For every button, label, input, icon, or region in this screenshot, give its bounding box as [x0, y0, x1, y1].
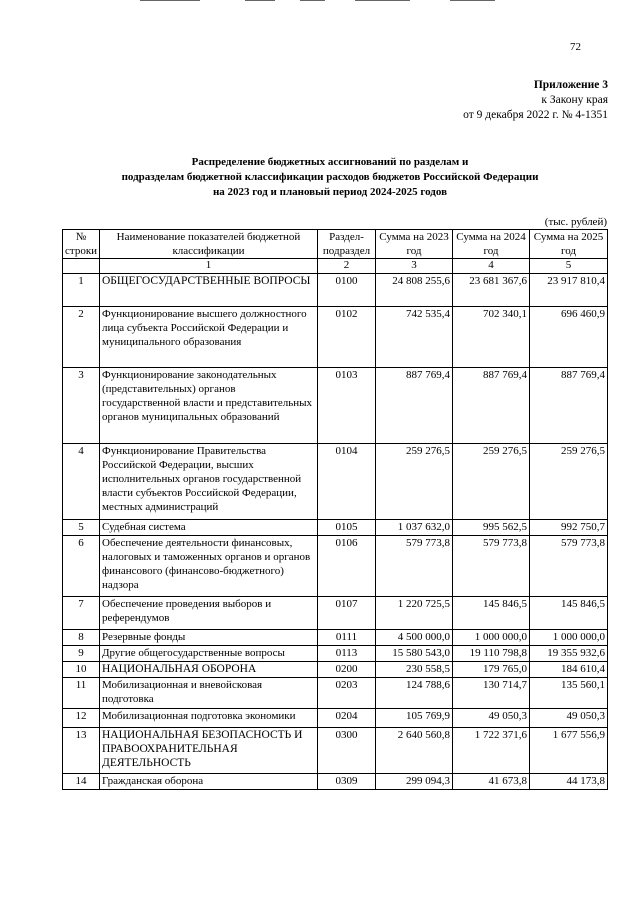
- table-header-row: [63, 230, 608, 259]
- header-sum-2023: Сумма на 2023 год: [376, 230, 453, 259]
- row-sum-2025: 1 000 000,0: [530, 630, 608, 646]
- row-sum-2025: 44 173,8: [530, 774, 608, 790]
- heading-line-2: подразделам бюджетной классификации расходов бюджетов Российской Федерации: [121, 171, 539, 183]
- row-number: 13: [63, 728, 100, 774]
- row-sum-2024: 259 276,5: [453, 444, 530, 520]
- row-number: 14: [63, 774, 100, 790]
- header-num: № строки: [63, 230, 100, 259]
- row-sum-2025: 259 276,5: [530, 444, 608, 520]
- appendix-block: [463, 78, 608, 123]
- row-code: 0104: [318, 444, 376, 520]
- row-sum-2023: 579 773,8: [376, 536, 453, 597]
- row-sum-2024: 1 000 000,0: [453, 630, 530, 646]
- table-row: [63, 597, 608, 630]
- header-sum-2024: Сумма на 2024 год: [453, 230, 530, 259]
- row-code: 0300: [318, 728, 376, 774]
- row-name: Функционирование высшего должностного лица субъекта Российской Федерации и муниципального образования: [100, 307, 318, 368]
- row-code: 0200: [318, 662, 376, 678]
- document-heading: [90, 155, 570, 200]
- row-name: Функционирование Правительства Российской Федерации, высших исполнительных органов государственной власти субъектов Российской Федерации, местных администраций: [100, 444, 318, 520]
- appendix-law-ref: к Закону края: [541, 94, 608, 106]
- row-name: НАЦИОНАЛЬНАЯ БЕЗОПАСНОСТЬ И ПРАВООХРАНИТЕЛЬНАЯ ДЕЯТЕЛЬНОСТЬ: [100, 728, 318, 774]
- row-code: 0107: [318, 597, 376, 630]
- row-number: 5: [63, 520, 100, 536]
- row-sum-2025: 696 460,9: [530, 307, 608, 368]
- row-code: 0106: [318, 536, 376, 597]
- row-name: ОБЩЕГОСУДАРСТВЕННЫЕ ВОПРОСЫ: [100, 274, 318, 307]
- budget-table: [62, 229, 608, 790]
- row-name: Мобилизационная подготовка экономики: [100, 709, 318, 728]
- heading-line-3: на 2023 год и плановый период 2024-2025 годов: [212, 186, 448, 198]
- scan-artifact-marks: [140, 0, 500, 3]
- row-sum-2025: 135 560,1: [530, 678, 608, 709]
- row-sum-2024: 145 846,5: [453, 597, 530, 630]
- row-number: 2: [63, 307, 100, 368]
- row-name: Обеспечение проведения выборов и референдумов: [100, 597, 318, 630]
- column-number-row: [63, 259, 608, 274]
- row-sum-2023: 1 220 725,5: [376, 597, 453, 630]
- row-sum-2023: 15 580 543,0: [376, 646, 453, 662]
- row-number: 4: [63, 444, 100, 520]
- row-sum-2025: 887 769,4: [530, 368, 608, 444]
- row-sum-2024: 19 110 798,8: [453, 646, 530, 662]
- table-row: [63, 774, 608, 790]
- row-code: 0113: [318, 646, 376, 662]
- row-sum-2025: 23 917 810,4: [530, 274, 608, 307]
- row-sum-2025: 579 773,8: [530, 536, 608, 597]
- row-name: Функционирование законодательных (представительных) органов государственной власти и представительных органов муниципальных образований: [100, 368, 318, 444]
- row-sum-2025: 992 750,7: [530, 520, 608, 536]
- table-row: [63, 728, 608, 774]
- row-number: 9: [63, 646, 100, 662]
- table-row: [63, 678, 608, 709]
- column-number: 1: [100, 259, 318, 274]
- row-number: 10: [63, 662, 100, 678]
- row-name: Другие общегосударственные вопросы: [100, 646, 318, 662]
- row-sum-2023: 230 558,5: [376, 662, 453, 678]
- row-sum-2024: 995 562,5: [453, 520, 530, 536]
- row-sum-2023: 299 094,3: [376, 774, 453, 790]
- column-number: 5: [530, 259, 608, 274]
- row-number: 11: [63, 678, 100, 709]
- heading-line-1: Распределение бюджетных ассигнований по разделам и: [191, 156, 469, 168]
- row-sum-2023: 742 535,4: [376, 307, 453, 368]
- row-sum-2025: 1 677 556,9: [530, 728, 608, 774]
- row-sum-2024: 130 714,7: [453, 678, 530, 709]
- row-sum-2023: 24 808 255,6: [376, 274, 453, 307]
- row-sum-2023: 4 500 000,0: [376, 630, 453, 646]
- row-name: Судебная система: [100, 520, 318, 536]
- table-row: [63, 307, 608, 368]
- appendix-law-date: от 9 декабря 2022 г. № 4-1351: [463, 109, 608, 121]
- row-code: 0100: [318, 274, 376, 307]
- row-name: Гражданская оборона: [100, 774, 318, 790]
- page-number: 72: [570, 41, 581, 53]
- row-code: 0309: [318, 774, 376, 790]
- row-sum-2023: 887 769,4: [376, 368, 453, 444]
- table-row: [63, 662, 608, 678]
- row-sum-2023: 1 037 632,0: [376, 520, 453, 536]
- row-code: 0103: [318, 368, 376, 444]
- header-code: Раздел-подраздел: [318, 230, 376, 259]
- row-sum-2023: 2 640 560,8: [376, 728, 453, 774]
- row-sum-2025: 145 846,5: [530, 597, 608, 630]
- row-number: 7: [63, 597, 100, 630]
- row-sum-2024: 887 769,4: [453, 368, 530, 444]
- header-name: Наименование показателей бюджетной классификации: [100, 230, 318, 259]
- row-sum-2024: 579 773,8: [453, 536, 530, 597]
- row-name: Обеспечение деятельности финансовых, налоговых и таможенных органов и органов финансового (финансово-бюджетного) надзора: [100, 536, 318, 597]
- row-number: 8: [63, 630, 100, 646]
- appendix-title: Приложение 3: [533, 79, 608, 91]
- column-number: 3: [376, 259, 453, 274]
- row-code: 0203: [318, 678, 376, 709]
- row-number: 1: [63, 274, 100, 307]
- row-sum-2023: 259 276,5: [376, 444, 453, 520]
- row-sum-2024: 41 673,8: [453, 774, 530, 790]
- table-row: [63, 274, 608, 307]
- row-name: Резервные фонды: [100, 630, 318, 646]
- table-row: [63, 520, 608, 536]
- table-row: [63, 368, 608, 444]
- table-row: [63, 444, 608, 520]
- column-number-empty: [63, 259, 100, 274]
- row-number: 3: [63, 368, 100, 444]
- row-sum-2025: 49 050,3: [530, 709, 608, 728]
- row-code: 0111: [318, 630, 376, 646]
- table-row: [63, 536, 608, 597]
- row-number: 6: [63, 536, 100, 597]
- row-code: 0102: [318, 307, 376, 368]
- row-sum-2023: 105 769,9: [376, 709, 453, 728]
- row-sum-2025: 19 355 932,6: [530, 646, 608, 662]
- column-number: 4: [453, 259, 530, 274]
- row-sum-2025: 184 610,4: [530, 662, 608, 678]
- row-sum-2024: 49 050,3: [453, 709, 530, 728]
- table-row: [63, 646, 608, 662]
- row-code: 0204: [318, 709, 376, 728]
- row-number: 12: [63, 709, 100, 728]
- table-row: [63, 709, 608, 728]
- row-sum-2024: 702 340,1: [453, 307, 530, 368]
- row-code: 0105: [318, 520, 376, 536]
- column-number: 2: [318, 259, 376, 274]
- row-sum-2023: 124 788,6: [376, 678, 453, 709]
- row-name: НАЦИОНАЛЬНАЯ ОБОРОНА: [100, 662, 318, 678]
- row-sum-2024: 23 681 367,6: [453, 274, 530, 307]
- header-sum-2025: Сумма на 2025 год: [530, 230, 608, 259]
- table-row: [63, 630, 608, 646]
- units-label: (тыс. рублей): [544, 216, 607, 228]
- row-name: Мобилизационная и вневойсковая подготовка: [100, 678, 318, 709]
- row-sum-2024: 179 765,0: [453, 662, 530, 678]
- row-sum-2024: 1 722 371,6: [453, 728, 530, 774]
